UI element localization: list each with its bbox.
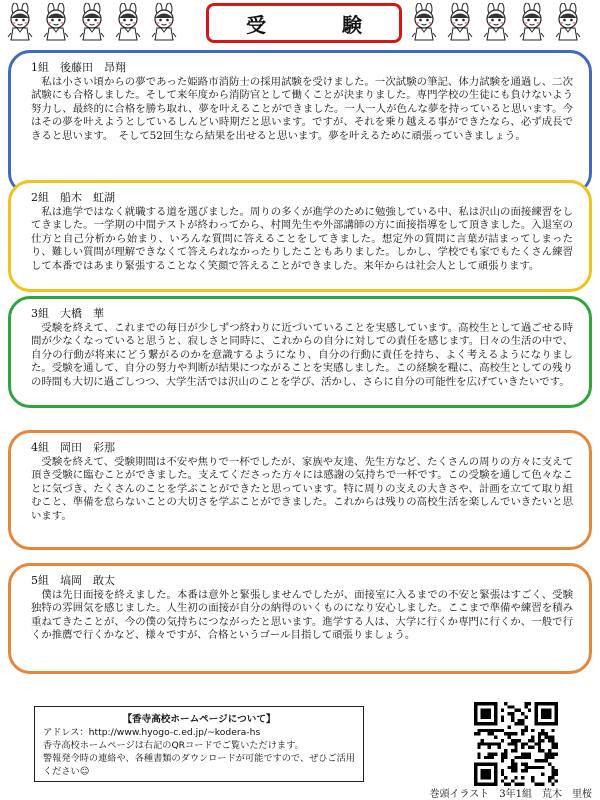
rabbit-girl-mascot-icon — [4, 3, 36, 43]
essay-text: 私は進学ではなく就職する道を選びました。周りの多くが進学のために勉強している中、私は沢山の面接練習をしてきました。一学期の中間テストが終わってから、村岡先生や外部講師の方に面接指導をして頂きました。入退室の仕方と自己分析から始まり、いろんな質問に答えることをしてきました。想定外の質問に言葉が詰まってしまったり、難しい質問が理解できなくて答えられなかったりしたこともありました。しかし、学校でも家でもたくさん練習して本番ではあまり緊張することなく笑顔で答えることができました。来年からは社会人として頑張ります。 — [31, 206, 573, 272]
rabbit-girl-mascot-icon — [480, 3, 512, 43]
info-title: 【香寺高校ホームページについて】 — [122, 714, 276, 725]
rabbit-girl-mascot-icon — [148, 3, 180, 43]
page-title: 受 験 — [206, 3, 402, 43]
rabbit-girl-mascot-icon — [408, 3, 440, 43]
mascot-row-left — [4, 3, 180, 43]
essay-author: 1組 後藤田 昂翔 — [31, 61, 126, 74]
qr-code-icon[interactable] — [474, 702, 558, 786]
rabbit-girl-mascot-icon — [444, 3, 476, 43]
info-line: 警報発令時の連絡や、各種書類のダウンロードが可能ですので、ぜひご活用ください☺ — [43, 753, 356, 777]
essay-author: 4組 岡田 彩那 — [31, 441, 115, 454]
mascot-row-right — [408, 3, 584, 43]
essay-text: 受験を終えて、これまでの毎日が少しずつ終わりに近づいていることを実感しています。高校生として過ごせる時間が少なくなっていると思うと、寂しさと同時に、これからの自分に対しての責任を感じます。日々の生活の中で、自分の行動が将来にどう繋がるのかを意識するようになり、自分の行動に責任を持ち、よく考えるようになりました。受験を通して、自分の努力や判断が結果につながることを実感しました。この経験を糧に、高校生としての残りの時間も大切に過ごしつつ、大学生活では沢山のことを学び、活かし、さらに自分の可能性を広げていきたいです。 — [31, 322, 573, 388]
rabbit-girl-mascot-icon — [40, 3, 72, 43]
rabbit-girl-mascot-icon — [552, 3, 584, 43]
rabbit-girl-mascot-icon — [76, 3, 108, 43]
page-header — [0, 0, 600, 46]
homepage-url[interactable]: アドレス：http://www.hyogo-c.ed.jp/~kodera-hs — [43, 727, 261, 738]
illustration-credit: 巻頭イラスト 3年1組 荒木 里桜 — [429, 789, 592, 800]
essay-text: 私は小さい頃からの夢であった姫路市消防士の採用試験を受けました。一次試験の筆記、体力試験を通過し、二次試験にも合格しました。そして来年度から消防官として働くことが決まりました。専門学校の生徒にも負けないよう努力し、最終的に合格を勝ち取れ、夢を叶えることができました。一人一人が色んな夢を持っていると思います。今はその夢を叶えようとしているしんどい時期だと思います。ですが、それを乗り越える事ができたなら、必ず成長できると思います。 そして52回生なら結果を出せると思います。夢を叶えるために頑張っていきましょう。 — [31, 76, 573, 142]
essay-box-class-4 — [8, 430, 592, 550]
essay-box-class-2 — [8, 180, 592, 292]
essay-text: 僕は先日面接を終えました。本番は意外と緊張しませんでしたが、面接室に入るまでの不安と緊張はすごく、受験独特の雰囲気を感じました。人生初の面接が自分の納得のいくものになり安心しました。ここまで準備や練習を積み重ねてきたことが、今の僕の気持ちにつながったと思います。進学する人は、大学に行くか専門に行くか、一般で行くか推薦で行くかなど、様々ですが、合格というゴール目指して頑張りましょう。 — [31, 589, 573, 642]
rabbit-girl-mascot-icon — [516, 3, 548, 43]
essay-author: 2組 船木 虹湖 — [31, 191, 115, 204]
homepage-info-box — [34, 706, 364, 782]
rabbit-girl-mascot-icon — [112, 3, 144, 43]
essay-box-class-3 — [8, 296, 592, 408]
essay-box-class-5 — [8, 563, 592, 674]
essay-author: 5組 塙岡 敢太 — [31, 574, 115, 587]
essay-author: 3組 大橋 華 — [31, 307, 104, 320]
essay-text: 受験を終えて、受験期間は不安や焦りで一杯でしたが、家族や友達、先生方など、たくさんの周りの方々に支えて頂き受験に臨むことができました。支えてくださった方々には感謝の気持ちで一杯です。この受験を通して色々なことに気づき、たくさんのことを学ぶことができたと思っています。特に周りの支えの大きさや、計画を立てて取り組むこと、準備を怠らないことの大切さを学ぶことができました。これからは残りの高校生活を楽しんでいきたいと思います。 — [31, 456, 573, 522]
info-line: 香寺高校ホームページは右記のQRコードでご覧いただけます。 — [43, 740, 304, 751]
essay-box-class-1 — [8, 50, 592, 195]
